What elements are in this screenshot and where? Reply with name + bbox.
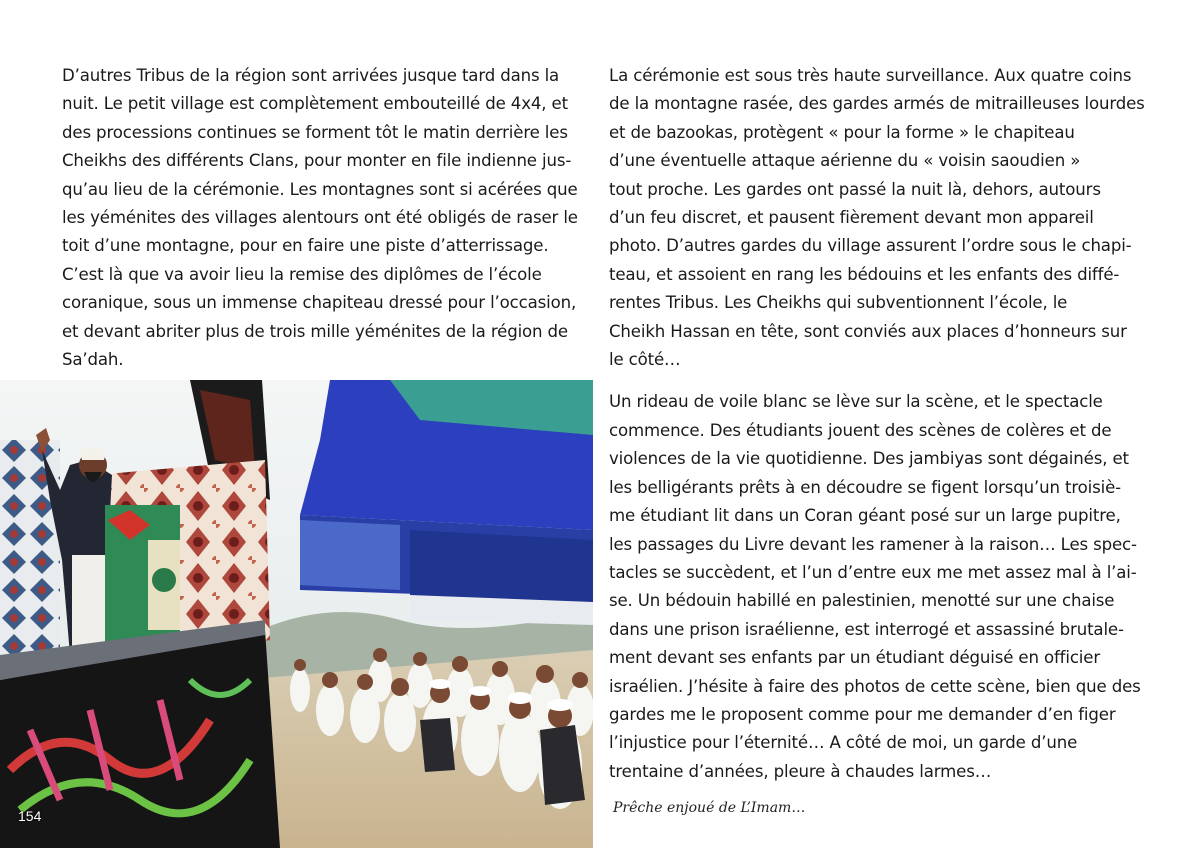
text-line: La cérémonie est sous très haute surveillance. Aux quatre coins: [609, 66, 1132, 85]
paragraph-spacer: [609, 374, 1149, 388]
text-line: se. Un bédouin habillé en palestinien, menotté sur une chaise: [609, 591, 1115, 611]
text-line: des processions continues se forment tôt le matin derrière les: [62, 122, 568, 142]
paragraph-surveillance: [609, 62, 1149, 374]
text-line: et de bazookas, protègent « pour la forme » le chapiteau: [609, 122, 1075, 142]
text-line: D’autres Tribus de la région sont arrivées jusque tard dans la: [62, 66, 560, 85]
text-line: tacles se succèdent, et l’un d’entre eux me met assez mal à l’ai-: [609, 562, 1137, 582]
text-line: teau, et assoient en rang les bédouins et les enfants des diffé-: [609, 264, 1120, 284]
text-line: me étudiant lit dans un Coran géant posé sur un large pupitre,: [609, 506, 1121, 526]
text-line: violences de la vie quotidienne. Des jambiyas sont dégainés, et: [609, 449, 1129, 469]
text-line: de la montagne rasée, des gardes armés de mitrailleuses lourdes: [609, 94, 1145, 114]
text-line: le côté…: [609, 350, 681, 370]
right-text-column: [609, 62, 1149, 786]
text-line: coranique, sous un immense chapiteau dressé pour l’occasion,: [62, 293, 577, 313]
text-line: toit d’une montagne, pour en faire une piste d’atterrissage.: [62, 236, 549, 256]
text-line: ment devant ses enfants par un étudiant déguisé en officier: [609, 648, 1100, 668]
text-line: gardes me le proposent comme pour me demander d’en figer: [609, 704, 1116, 724]
text-line: d’un feu discret, et pausent fièrement devant mon appareil: [609, 208, 1094, 228]
text-line: israélien. J’hésite à faire des photos de cette scène, bien que des: [609, 676, 1141, 696]
photo-caption: Prêche enjoué de L’Imam…: [613, 800, 806, 816]
text-line: Sa’dah.: [62, 350, 124, 370]
text-line: nuit. Le petit village est complètement embouteillé de 4x4, et: [62, 94, 568, 114]
ceremony-photo: [0, 380, 593, 848]
text-line: photo. D’autres gardes du village assurent l’ordre sous le chapi-: [609, 236, 1132, 256]
text-line: qu’au lieu de la cérémonie. Les montagnes sont si acérées que: [62, 179, 578, 199]
paragraph-spectacle: [609, 388, 1149, 786]
left-text-column: [62, 62, 592, 374]
text-line: les passages du Livre devant les ramener à la raison… Les spec-: [609, 534, 1137, 554]
text-line: trentaine d’années, pleure à chaudes larmes…: [609, 761, 992, 781]
text-line: les yéménites des villages alentours ont été obligés de raser le: [62, 208, 578, 228]
text-line: d’une éventuelle attaque aérienne du « voisin saoudien »: [609, 151, 1081, 171]
text-line: rentes Tribus. Les Cheikhs qui subventionnent l’école, le: [609, 293, 1068, 313]
text-line: Cheikh Hassan en tête, sont conviés aux places d’honneurs sur: [609, 321, 1127, 341]
text-line: dans une prison israélienne, est interrogé et assassiné brutale-: [609, 619, 1124, 639]
page-number: 154: [18, 808, 42, 824]
text-line: et devant abriter plus de trois mille yéménites de la région de: [62, 321, 568, 341]
text-line: C’est là que va avoir lieu la remise des diplômes de l’école: [62, 264, 542, 284]
text-line: les belligérants prêts à en découdre se figent lorsqu’un troisiè-: [609, 477, 1121, 497]
text-line: Un rideau de voile blanc se lève sur la scène, et le spectacle: [609, 392, 1103, 412]
text-line: commence. Des étudiants jouent des scènes de colères et de: [609, 420, 1112, 440]
text-line: Cheikhs des différents Clans, pour monter en file indienne jus-: [62, 151, 572, 171]
text-line: tout proche. Les gardes ont passé la nuit là, dehors, autours: [609, 179, 1101, 199]
text-line: l’injustice pour l’éternité… A côté de moi, un garde d’une: [609, 733, 1078, 753]
